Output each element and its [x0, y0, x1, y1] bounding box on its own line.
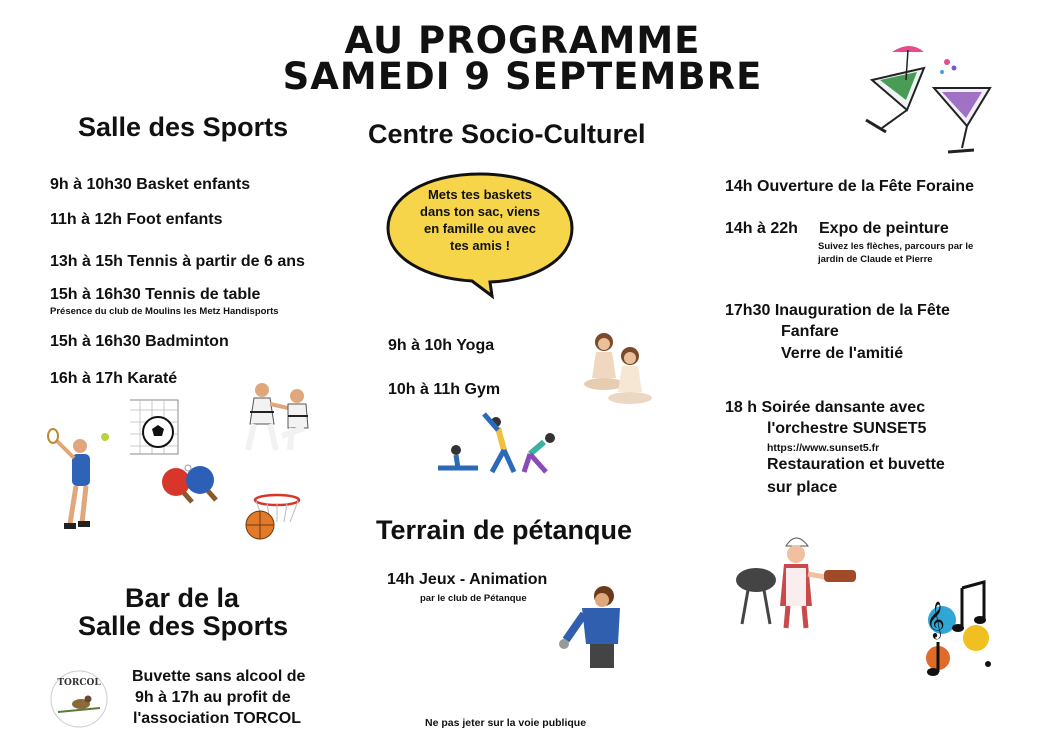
ping-pong-paddles-icon [158, 462, 220, 504]
page-title-line2: SAMEDI 9 SEPTEMBRE [282, 55, 763, 98]
inauguration-line2: Fanfare [781, 323, 839, 340]
bar-text-line3: l'association TORCOL [133, 710, 301, 727]
torcol-logo-text: TORCOL [57, 678, 101, 688]
cocktail-glasses-icon [862, 40, 992, 160]
inauguration-line1: 17h30 Inauguration de la Fête [725, 302, 950, 319]
karate-fighters-icon [242, 378, 317, 456]
soccer-goal-icon [128, 398, 180, 456]
music-notes-icon [918, 568, 996, 680]
bubble-line4: tes amis ! [450, 238, 510, 253]
schedule-item: 13h à 15h Tennis à partir de 6 ans [50, 253, 305, 270]
basketball-hoop-icon [242, 492, 302, 542]
soiree-line2: l'orchestre SUNSET5 [767, 420, 927, 437]
soiree-line4: sur place [767, 479, 838, 496]
petanque-player-icon [556, 582, 632, 672]
bar-text-line2: 9h à 17h au profit de [135, 689, 291, 706]
bar-text-line1: Buvette sans alcool de [132, 668, 306, 685]
schedule-item: 16h à 17h Karaté [50, 370, 178, 387]
handisport-note: Présence du club de Moulins les Metz Handisports [50, 306, 279, 317]
soiree-line1: 18 h Soirée dansante avec [725, 399, 926, 416]
barbecue-chef-icon [732, 528, 862, 633]
tennis-ball-icon [100, 432, 110, 442]
expo-time: 14h à 22h [725, 220, 798, 237]
schedule-item: 15h à 16h30 Tennis de table [50, 286, 261, 303]
tennis-player-icon [46, 428, 106, 543]
bubble-line3: en famille ou avec [424, 221, 536, 236]
schedule-item: 15h à 16h30 Badminton [50, 333, 229, 350]
expo-note-line2: jardin de Claude et Pierre [818, 254, 933, 265]
schedule-item: 11h à 12h Foot enfants [50, 211, 223, 228]
expo-label: Expo de peinture [819, 220, 949, 237]
centre-title: Centre Socio-Culturel [368, 119, 646, 149]
schedule-item: 10h à 11h Gym [388, 381, 501, 398]
petanque-title: Terrain de pétanque [376, 515, 633, 545]
petanque-item: 14h Jeux - Animation [387, 571, 548, 588]
page-title-line1: AU PROGRAMME [344, 19, 701, 62]
bar-title-line2: Salle des Sports [78, 611, 289, 641]
schedule-item: 9h à 10h Yoga [388, 337, 495, 354]
gym-people-icon [432, 410, 564, 474]
salle-sports-title: Salle des Sports [78, 112, 289, 142]
soiree-line3: Restauration et buvette [767, 456, 945, 473]
bar-title-line1: Bar de la [125, 583, 240, 613]
bubble-text-container [410, 186, 550, 254]
yoga-women-icon [582, 326, 658, 408]
svg-text:𝄞: 𝄞 [926, 600, 945, 638]
inauguration-line3: Verre de l'amitié [781, 345, 904, 362]
schedule-item: 9h à 10h30 Basket enfants [50, 176, 251, 193]
soiree-url: https://www.sunset5.fr [767, 442, 880, 454]
foraine-item: 14h Ouverture de la Fête Foraine [725, 178, 974, 195]
expo-note-line1: Suivez les flèches, parcours par le [818, 241, 974, 252]
footer-note: Ne pas jeter sur la voie publique [425, 717, 587, 729]
petanque-note: par le club de Pétanque [420, 593, 527, 604]
torcol-logo [48, 668, 110, 730]
bubble-line1: Mets tes baskets [427, 187, 533, 202]
bubble-line2: dans ton sac, viens [420, 204, 540, 219]
